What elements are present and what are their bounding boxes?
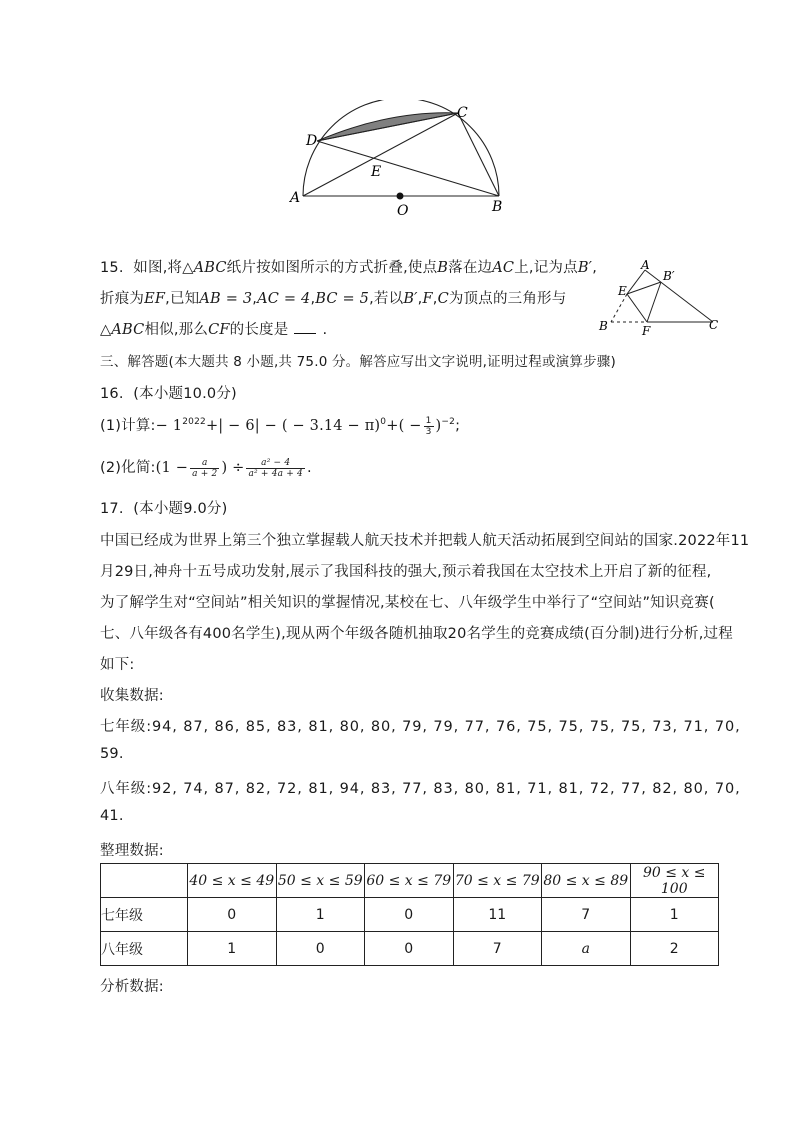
tri-label-E: E [618,284,627,298]
q16-math: +( − [386,418,422,434]
q16-fraction [190,458,219,479]
q17-para-line: 如下: [100,657,135,673]
q16-math: +| − 6| − ( − 3.14 − π) [205,418,381,434]
q16-math: ) [435,418,442,434]
q15-text: 为顶点的三角形与 [448,291,567,307]
q15-text: 如图,将 [133,260,183,276]
table-cell: 7 [542,898,631,932]
table-cell: 11 [453,898,542,932]
q16-fraction [246,458,305,479]
q15-text: 相似,那么 [144,322,209,338]
q16-part2-label: (2)化简: [100,460,156,476]
q15-math: B [437,260,449,276]
dashed-EB [611,294,627,322]
q15-text: 的长度是 [229,322,289,338]
table-header-cell: 70 ≤ x ≤ 79 [453,864,542,898]
semicircle-arc [303,100,499,196]
q15-text: , [417,291,423,307]
q16-number: 16. [100,386,124,402]
q15-line2 [100,287,566,308]
q15-text: . [322,322,328,338]
q15-text: 折痕为 [100,291,145,307]
q16-exponent: 0 [380,417,387,428]
q16-math: (1 − [155,460,189,476]
q17-para-line: 中国已经成为世界上第三个独立掌握载人航天技术并把载人航天活动拓展到空间站的国家.2022年11 [100,533,750,549]
folded-triangle-figure [595,258,725,340]
q15-math: AC = 4 [257,291,311,307]
q16-part2 [100,456,312,479]
section3-heading: 三、解答题(本大题共 8 小题,共 75.0 分。解答应写出文字说明,证明过程或演算步骤) [100,354,616,370]
label-A: A [290,190,301,206]
q15-math: B′ [403,291,418,307]
q15-text: 落在边 [448,260,493,276]
q15-text: , [432,291,438,307]
q16-math: − 1 [155,418,183,434]
q16-fraction [424,416,434,437]
q15-line1 [100,256,597,277]
q16-frac-den: a + 2 [192,468,218,479]
analyze-label: 分析数据: [100,979,164,995]
q16-part1-label: (1)计算: [100,418,156,434]
table-cell: 0 [365,932,454,966]
q17-number: 17. [100,501,124,517]
segment-BpF [647,282,661,322]
q16-exponent: 2022 [182,417,206,428]
q15-math: C [437,291,449,307]
tri-label-A: A [641,258,650,272]
q15-line3 [100,318,327,339]
q17-score: (本小题9.0分) [133,501,228,517]
table-cell: 1 [188,932,277,966]
table-header-cell: 90 ≤ x ≤ 100 [630,864,719,898]
table-cell: 0 [276,932,365,966]
q15-text: ,若以 [369,291,404,307]
semicircle-figure [280,100,520,220]
q17-para-line: 七、八年级各有400名学生),现从两个年级各随机抽取20名学生的竞赛成绩(百分制)进行分析,过程 [100,626,733,642]
q17-para-line: 月29日,神舟十五号成功发射,展示了我国科技的强大,预示着我国在太空技术上开启了新的征程, [100,564,712,580]
table-cell: 2 [630,932,719,966]
center-point-O [397,193,404,200]
table-row-label: 八年级 [101,932,188,966]
q15-math: F [422,291,433,307]
table-header-cell [101,864,188,898]
q15-math: △ABC [182,260,227,276]
q16-frac-num: 1 [425,415,432,426]
tri-label-B: B [599,319,608,333]
answer-blank [294,323,316,334]
table-row-label: 七年级 [101,898,188,932]
table-cell: 0 [365,898,454,932]
table-cell: 1 [276,898,365,932]
q15-text: , [592,260,597,276]
q16-header [100,382,237,403]
chord-CB [458,113,499,196]
table-header-cell: 40 ≤ x ≤ 49 [188,864,277,898]
table-header-row [101,864,719,898]
q15-text: , [310,291,316,307]
q15-text: ,已知 [165,291,200,307]
collect-label: 收集数据: [100,688,164,704]
q15-math: AC [492,260,515,276]
table-header-cell: 60 ≤ x ≤ 79 [365,864,454,898]
q15-math: CF [208,322,230,338]
table-cell: 0 [188,898,277,932]
label-C: C [457,105,468,121]
label-O: O [397,203,409,219]
q17-header [100,497,227,518]
q16-frac-num: a² − 4 [246,458,305,469]
tri-label-C: C [709,318,719,332]
q16-math: ) ÷ [221,460,245,476]
table-row [101,932,719,966]
table-header-cell: 50 ≤ x ≤ 59 [276,864,365,898]
q15-text: 上,记为点 [514,260,578,276]
table-cell: 7 [453,932,542,966]
side-AC [645,270,713,322]
organize-label: 整理数据: [100,843,164,859]
table-header-cell: 80 ≤ x ≤ 89 [542,864,631,898]
grade7-data: 七年级:94, 87, 86, 85, 83, 81, 80, 80, 79, 79, 77, 76, 75, 75, 75, 75, 73, 71, 70, [100,719,741,735]
q15-math: △ABC [100,322,145,338]
q16-frac-den: 3 [425,426,432,437]
tri-label-Bprime: B′ [663,269,675,283]
table-cell: 1 [630,898,719,932]
q16-frac-den: a² + 4a + 4 [248,468,303,479]
q16-score: (本小题10.0分) [133,386,237,402]
q15-text: 纸片按如图所示的方式折叠,使点 [226,260,438,276]
q16-text: . [306,460,312,476]
q15-math: B′ [577,260,593,276]
q15-math: BC = 5 [315,291,370,307]
q16-exponent: −2 [441,417,456,428]
tri-label-F: F [642,324,651,338]
q17-para-line: 为了解学生对“空间站”相关知识的掌握情况,某校在七、八年级学生中举行了“空间站”知识竞赛( [100,595,715,611]
chord-DB [317,141,499,196]
score-distribution-table [100,863,719,966]
table-row [101,898,719,932]
q15-text: , [252,291,258,307]
label-E: E [371,164,382,180]
table-cell: a [542,932,631,966]
q15-math: AB = 3 [199,291,253,307]
label-D: D [306,133,318,149]
chord-DC [317,113,458,141]
grade8-data-cont: 41. [100,808,124,824]
grade8-data: 八年级:92, 74, 87, 82, 72, 81, 94, 83, 77, 83, 80, 81, 71, 81, 72, 77, 82, 80, 70, [100,781,741,797]
q16-text: ; [455,418,461,434]
fold-EF [627,294,647,322]
q16-part1 [100,414,460,437]
q15-number: 15. [100,260,124,276]
grade7-data-cont: 59. [100,746,124,762]
q15-math: EF [144,291,166,307]
label-B: B [492,199,503,215]
q16-frac-num: a [190,458,219,469]
